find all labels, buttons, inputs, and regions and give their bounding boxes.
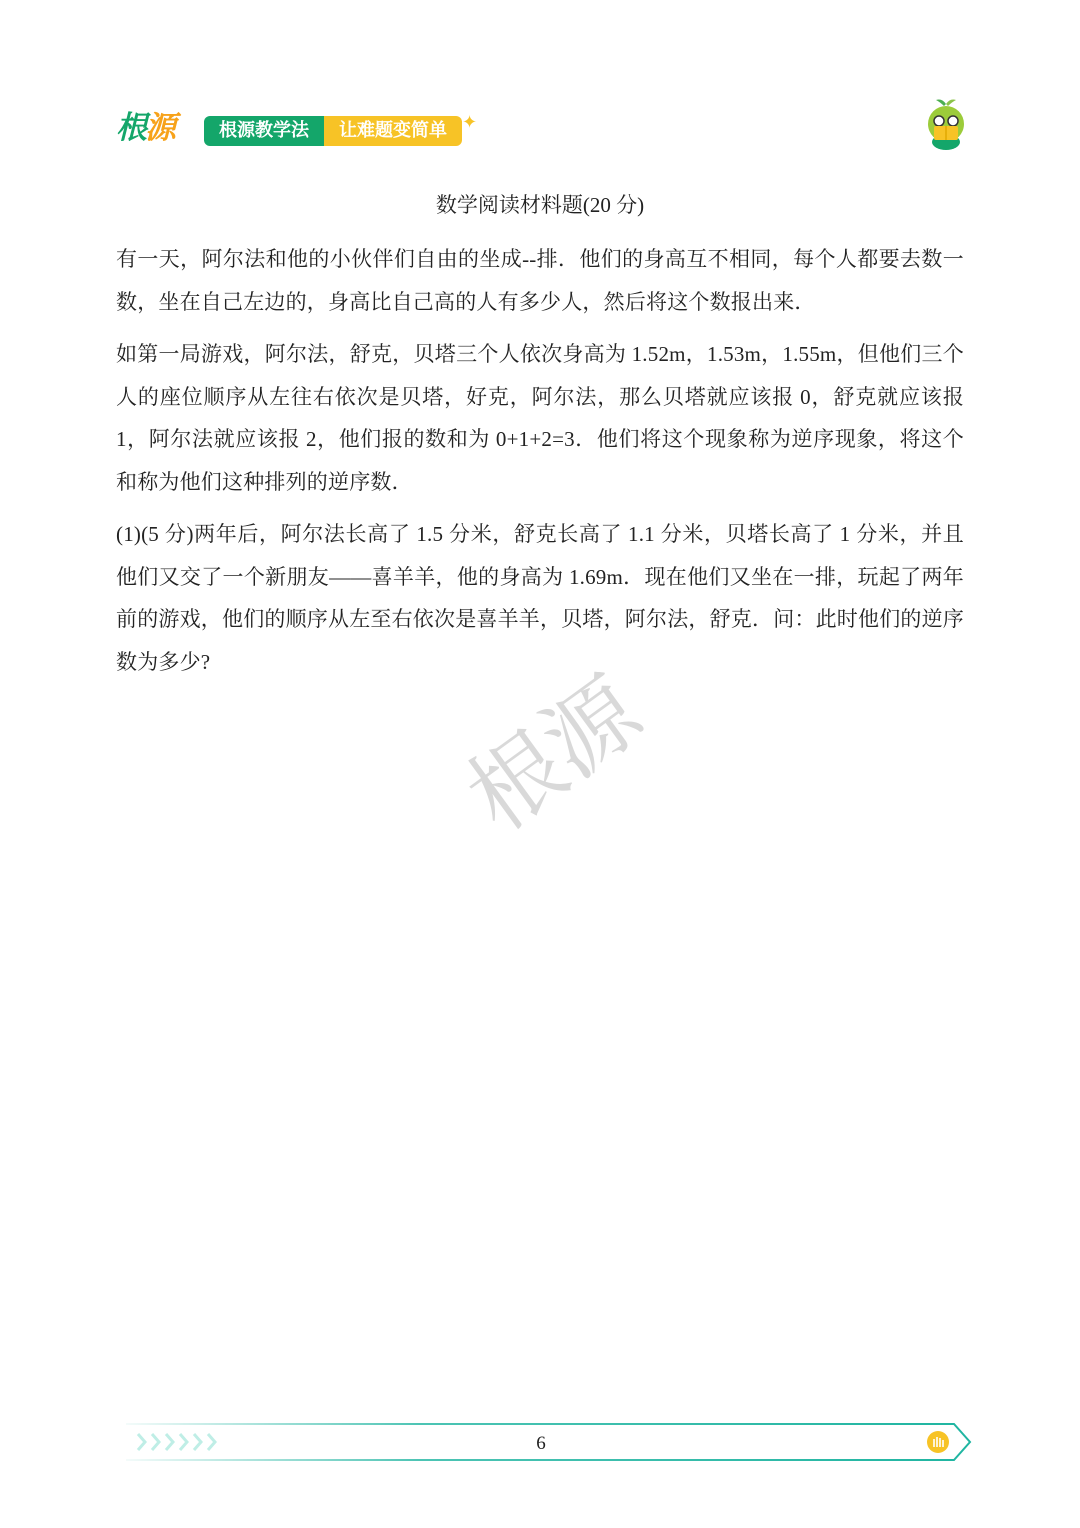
slogan-banner <box>204 112 478 146</box>
document-body <box>116 238 964 693</box>
document-title: 数学阅读材料题(20 分) <box>435 193 645 217</box>
paragraph-example: 如第一局游戏，阿尔法，舒克，贝塔三个人依次身高为 1.52m，1.53m，1.55m，但他们三个人的座位顺序从左往右依次是贝塔，好克，阿尔法，那么贝塔就应该报 0，舒克就应该报 1，阿尔法就应该报 2，他们报的数和为 0+1+2=3．他们将这个现象称为逆序现象，将这个和称为他们这种排列的逆序数． <box>116 342 964 494</box>
paragraph-intro: 有一天，阿尔法和他的小伙伴们自由的坐成--排．他们的身高互不相同，每个人都要去数一数，坐在自己左边的，身高比自己高的人有多少人，然后将这个数报出来． <box>116 247 964 314</box>
paragraph-question-1: (1)(5 分)两年后，阿尔法长高了 1.5 分米，舒克长高了 1.1 分米，贝塔长高了 1 分米，并且他们又交了一个新朋友——喜羊羊，他的身高为 1.69m．现在他们又坐在一排，玩起了两年前的游戏，他们的顺序从左至右依次是喜羊羊，贝塔，阿尔法，舒克．问：此时他们的逆序数为多少? <box>116 522 964 674</box>
banner-slogan-label: 让难题变简单 <box>324 116 462 146</box>
page-footer <box>116 1420 976 1464</box>
watermark: 根源 <box>448 657 661 852</box>
page-number: 6 <box>536 1433 546 1454</box>
banner-method-label: 根源教学法 <box>204 116 324 146</box>
logo-text: 根源 <box>116 110 174 146</box>
sparkle-icon: ✦ <box>462 112 478 132</box>
page-header <box>116 104 986 150</box>
brand-logo <box>116 108 198 148</box>
mascot-reading-icon <box>916 96 976 156</box>
